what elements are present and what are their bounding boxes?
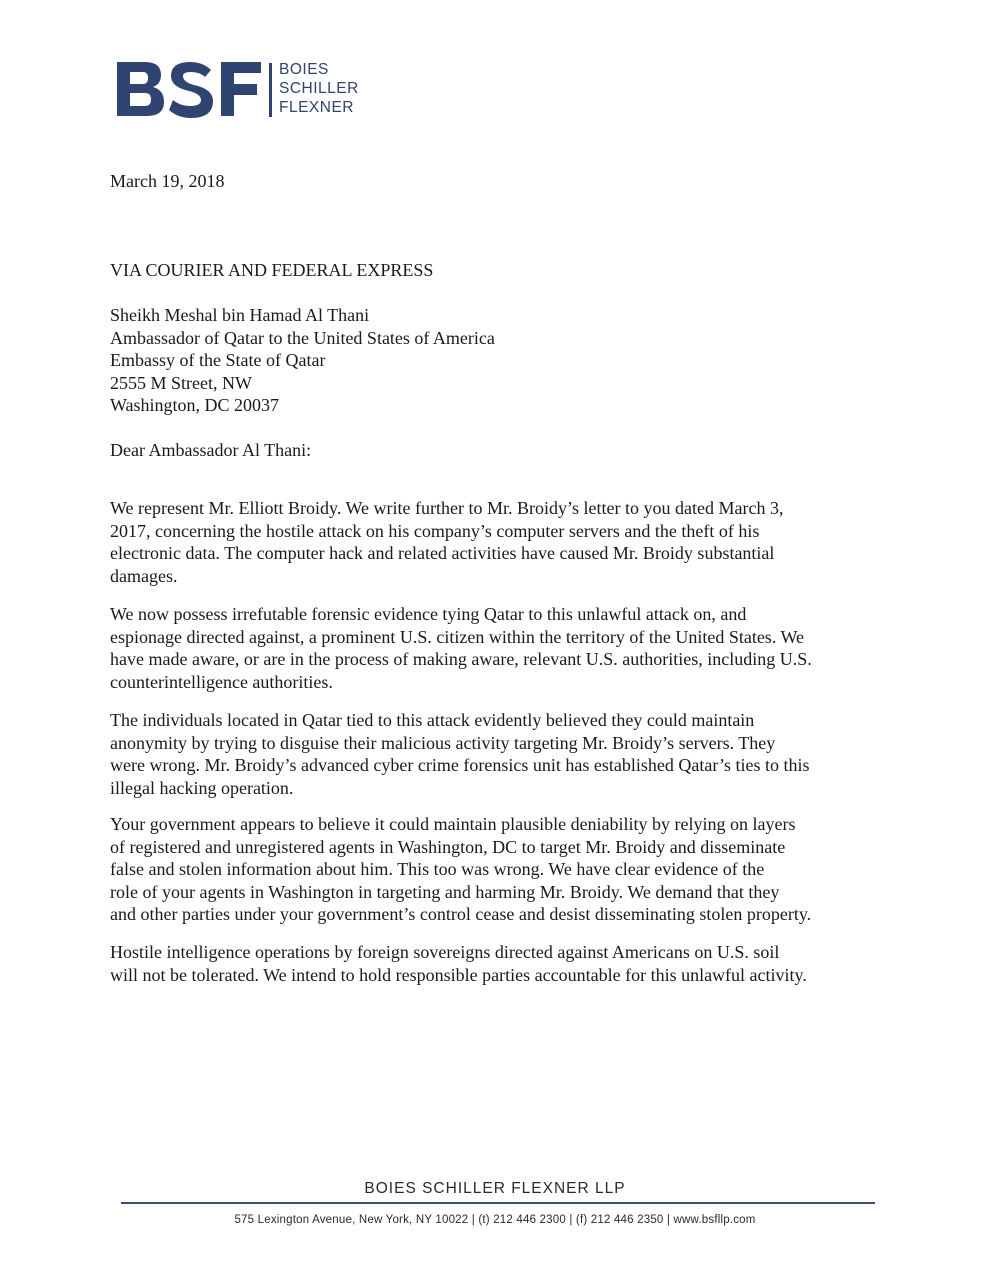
paragraph-line: have made aware, or are in the process of making aware, relevant U.S. authorities, including U.S. [110, 649, 812, 669]
paragraph-line: of registered and unregistered agents in Washington, DC to target Mr. Broidy and disseminate [110, 836, 786, 857]
recipient-line: Sheikh Meshal bin Hamad Al Thani [110, 305, 370, 325]
recipient-line: Washington, DC 20037 [110, 395, 280, 415]
paragraph-line: espionage directed against, a prominent U.S. citizen within the territory of the United States. We [110, 626, 805, 647]
body-paragraph-3 [110, 709, 890, 799]
recipient-line: Embassy of the State of Qatar [110, 350, 326, 370]
paragraph-line: Hostile intelligence operations by foreign sovereigns directed against Americans on U.S. soil [110, 942, 780, 962]
paragraph-line: Your government appears to believe it could maintain plausible deniability by relying on layers [110, 814, 796, 834]
body-paragraph-2 [110, 603, 890, 693]
paragraph-line: role of your agents in Washington in targeting and harming Mr. Broidy. We demand that they [110, 881, 780, 902]
recipient-line: 2555 M Street, NW [110, 372, 252, 393]
paragraph-line: will not be tolerated. We intend to hold responsible parties accountable for this unlawful activity. [110, 964, 807, 985]
paragraph-line: 2017, concerning the hostile attack on his company’s computer servers and the theft of his [110, 520, 760, 541]
recipient-address [110, 304, 890, 417]
paragraph-line: counterintelligence authorities. [110, 671, 333, 692]
footer-contact-line: 575 Lexington Avenue, New York, NY 10022 | (t) 212 446 2300 | (f) 212 446 2350 | www.bsfllp.com [234, 1214, 756, 1226]
logo-wordmark [279, 60, 359, 117]
paragraph-line: electronic data. The computer hack and related activities have caused Mr. Broidy substantial [110, 543, 775, 563]
paragraph-line: anonymity by trying to disguise their malicious activity targeting Mr. Broidy’s servers. They [110, 732, 776, 753]
delivery-method: VIA COURIER AND FEDERAL EXPRESS [110, 260, 434, 280]
paragraph-line: false and stolen information about him. This too was wrong. We have clear evidence of the [110, 859, 765, 879]
footer-firm-name: BOIES SCHILLER FLEXNER LLP [364, 1180, 626, 1197]
paragraph-line: We now possess irrefutable forensic evidence tying Qatar to this unlawful attack on, and [110, 604, 747, 624]
salutation: Dear Ambassador Al Thani: [110, 440, 312, 460]
logo-line-2: SCHILLER [279, 80, 359, 97]
paragraph-line: were wrong. Mr. Broidy’s advanced cyber crime forensics unit has established Qatar’s ties to this [110, 755, 810, 775]
paragraph-line: The individuals located in Qatar tied to this attack evidently believed they could maintain [110, 710, 755, 730]
body-paragraph-5 [110, 941, 890, 986]
body-paragraph-4 [110, 813, 890, 926]
footer-divider [121, 1202, 875, 1204]
bsf-monogram-logo [115, 58, 265, 120]
paragraph-line: illegal hacking operation. [110, 777, 294, 798]
letter-date: March 19, 2018 [110, 171, 225, 191]
logo-line-1: BOIES [279, 61, 329, 78]
logo-divider [269, 63, 272, 117]
recipient-line: Ambassador of Qatar to the United States of America [110, 327, 495, 348]
bsf-logo [115, 58, 375, 120]
logo-line-3: FLEXNER [279, 99, 354, 116]
paragraph-line: damages. [110, 565, 178, 586]
paragraph-line: We represent Mr. Elliott Broidy. We write further to Mr. Broidy’s letter to you dated March 3, [110, 498, 784, 518]
body-paragraph-1 [110, 497, 890, 587]
paragraph-line: and other parties under your government’s control cease and desist disseminating stolen property. [110, 904, 812, 924]
